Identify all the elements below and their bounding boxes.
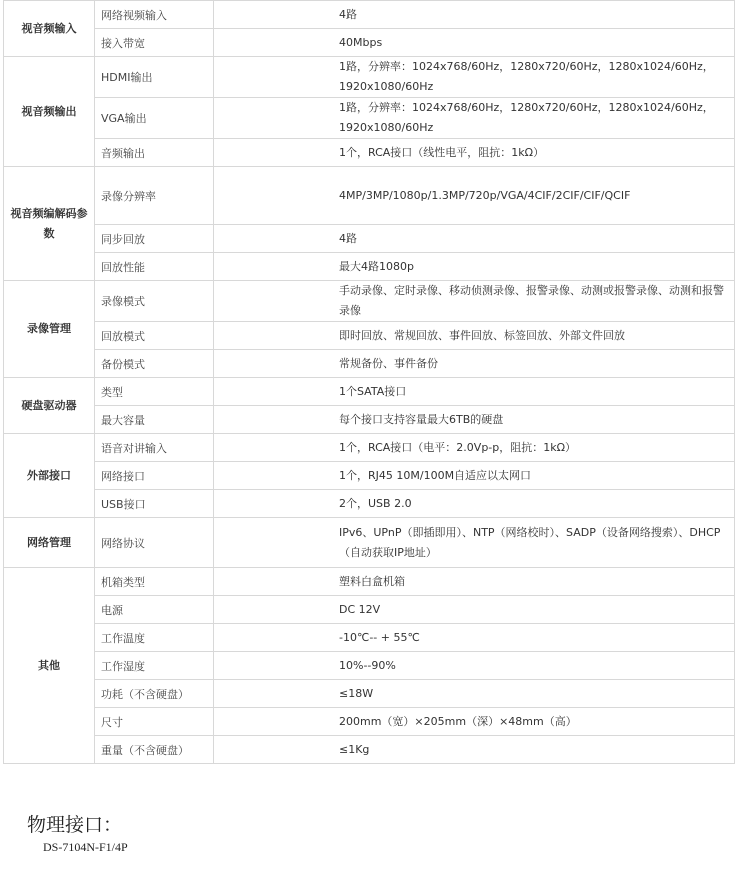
- spec-row: [4, 434, 735, 462]
- spec-label: 类型: [95, 378, 214, 406]
- spec-row: [4, 624, 735, 652]
- spec-row: [4, 708, 735, 736]
- spec-label: HDMI输出: [95, 57, 214, 98]
- spec-value: IPv6、UPnP（即插即用）、NTP（网络校时）、SADP（设备网络搜索）、DHCP（自动获取IP地址）: [214, 518, 735, 568]
- spec-category: 网络管理: [4, 518, 95, 568]
- spec-value: 4路: [214, 225, 735, 253]
- spec-value: -10℃-- + 55℃: [214, 624, 735, 652]
- spec-value: 4路: [214, 1, 735, 29]
- spec-label: 网络接口: [95, 462, 214, 490]
- spec-row: [4, 652, 735, 680]
- spec-value: 10%--90%: [214, 652, 735, 680]
- spec-value: 1路，分辨率：1024x768/60Hz，1280x720/60Hz，1280x1024/60Hz，1920x1080/60Hz: [214, 57, 735, 98]
- spec-label: 录像分辨率: [95, 167, 214, 225]
- spec-table-body: [4, 1, 735, 764]
- spec-label: 工作湿度: [95, 652, 214, 680]
- spec-value: 1个，RCA接口（电平：2.0Vp-p，阻抗：1kΩ）: [214, 434, 735, 462]
- spec-row: [4, 225, 735, 253]
- spec-category: 录像管理: [4, 281, 95, 378]
- spec-label: 重量（不含硬盘）: [95, 736, 214, 764]
- spec-row: [4, 139, 735, 167]
- spec-label: 接入带宽: [95, 29, 214, 57]
- spec-value: 1路，分辨率：1024x768/60Hz，1280x720/60Hz，1280x1024/60Hz，1920x1080/60Hz: [214, 98, 735, 139]
- spec-value: 4MP/3MP/1080p/1.3MP/720p/VGA/4CIF/2CIF/CIF/QCIF: [214, 167, 735, 225]
- spec-label: 网络协议: [95, 518, 214, 568]
- spec-label: 回放模式: [95, 322, 214, 350]
- spec-value: 常规备份、事件备份: [214, 350, 735, 378]
- spec-value: 手动录像、定时录像、移动侦测录像、报警录像、动测或报警录像、动测和报警录像: [214, 281, 735, 322]
- spec-row: [4, 406, 735, 434]
- spec-row: [4, 736, 735, 764]
- spec-table: [3, 0, 735, 764]
- spec-label: 工作温度: [95, 624, 214, 652]
- spec-category: 视音频输出: [4, 57, 95, 167]
- spec-row: [4, 378, 735, 406]
- spec-value: 即时回放、常规回放、事件回放、标签回放、外部文件回放: [214, 322, 735, 350]
- spec-row: [4, 322, 735, 350]
- spec-label: 语音对讲输入: [95, 434, 214, 462]
- spec-row: [4, 281, 735, 322]
- spec-label: 回放性能: [95, 253, 214, 281]
- spec-value: 最大4路1080p: [214, 253, 735, 281]
- spec-category: 视音频编解码参数: [4, 167, 95, 281]
- spec-label: 尺寸: [95, 708, 214, 736]
- spec-row: [4, 350, 735, 378]
- physical-interface-title: 物理接口：: [27, 814, 123, 836]
- spec-value: 每个接口支持容量最大6TB的硬盘: [214, 406, 735, 434]
- spec-row: [4, 518, 735, 568]
- model-number: DS-7104N-F1/4P: [43, 840, 128, 854]
- spec-category: 外部接口: [4, 434, 95, 518]
- spec-row: [4, 98, 735, 139]
- spec-label: 同步回放: [95, 225, 214, 253]
- spec-value: ≤18W: [214, 680, 735, 708]
- spec-row: [4, 253, 735, 281]
- spec-value: 200mm（宽）×205mm（深）×48mm（高）: [214, 708, 735, 736]
- spec-row: [4, 167, 735, 225]
- spec-label: 音频输出: [95, 139, 214, 167]
- spec-category: 其他: [4, 568, 95, 764]
- spec-row: [4, 490, 735, 518]
- spec-value: 40Mbps: [214, 29, 735, 57]
- spec-value: 1个，RCA接口（线性电平，阻抗：1kΩ）: [214, 139, 735, 167]
- spec-value: 1个SATA接口: [214, 378, 735, 406]
- spec-row: [4, 568, 735, 596]
- spec-value: ≤1Kg: [214, 736, 735, 764]
- spec-label: 备份模式: [95, 350, 214, 378]
- spec-label: VGA输出: [95, 98, 214, 139]
- spec-row: [4, 57, 735, 98]
- spec-label: 最大容量: [95, 406, 214, 434]
- spec-row: [4, 680, 735, 708]
- spec-label: 录像模式: [95, 281, 214, 322]
- spec-row: [4, 29, 735, 57]
- spec-value: 2个，USB 2.0: [214, 490, 735, 518]
- spec-label: 电源: [95, 596, 214, 624]
- spec-row: [4, 462, 735, 490]
- spec-row: [4, 596, 735, 624]
- spec-row: [4, 1, 735, 29]
- spec-value: 1个，RJ45 10M/100M自适应以太网口: [214, 462, 735, 490]
- spec-label: USB接口: [95, 490, 214, 518]
- spec-value: 塑料白盒机箱: [214, 568, 735, 596]
- spec-value: DC 12V: [214, 596, 735, 624]
- spec-category: 硬盘驱动器: [4, 378, 95, 434]
- spec-label: 机箱类型: [95, 568, 214, 596]
- spec-category: 视音频输入: [4, 1, 95, 57]
- spec-label: 功耗（不含硬盘）: [95, 680, 214, 708]
- spec-label: 网络视频输入: [95, 1, 214, 29]
